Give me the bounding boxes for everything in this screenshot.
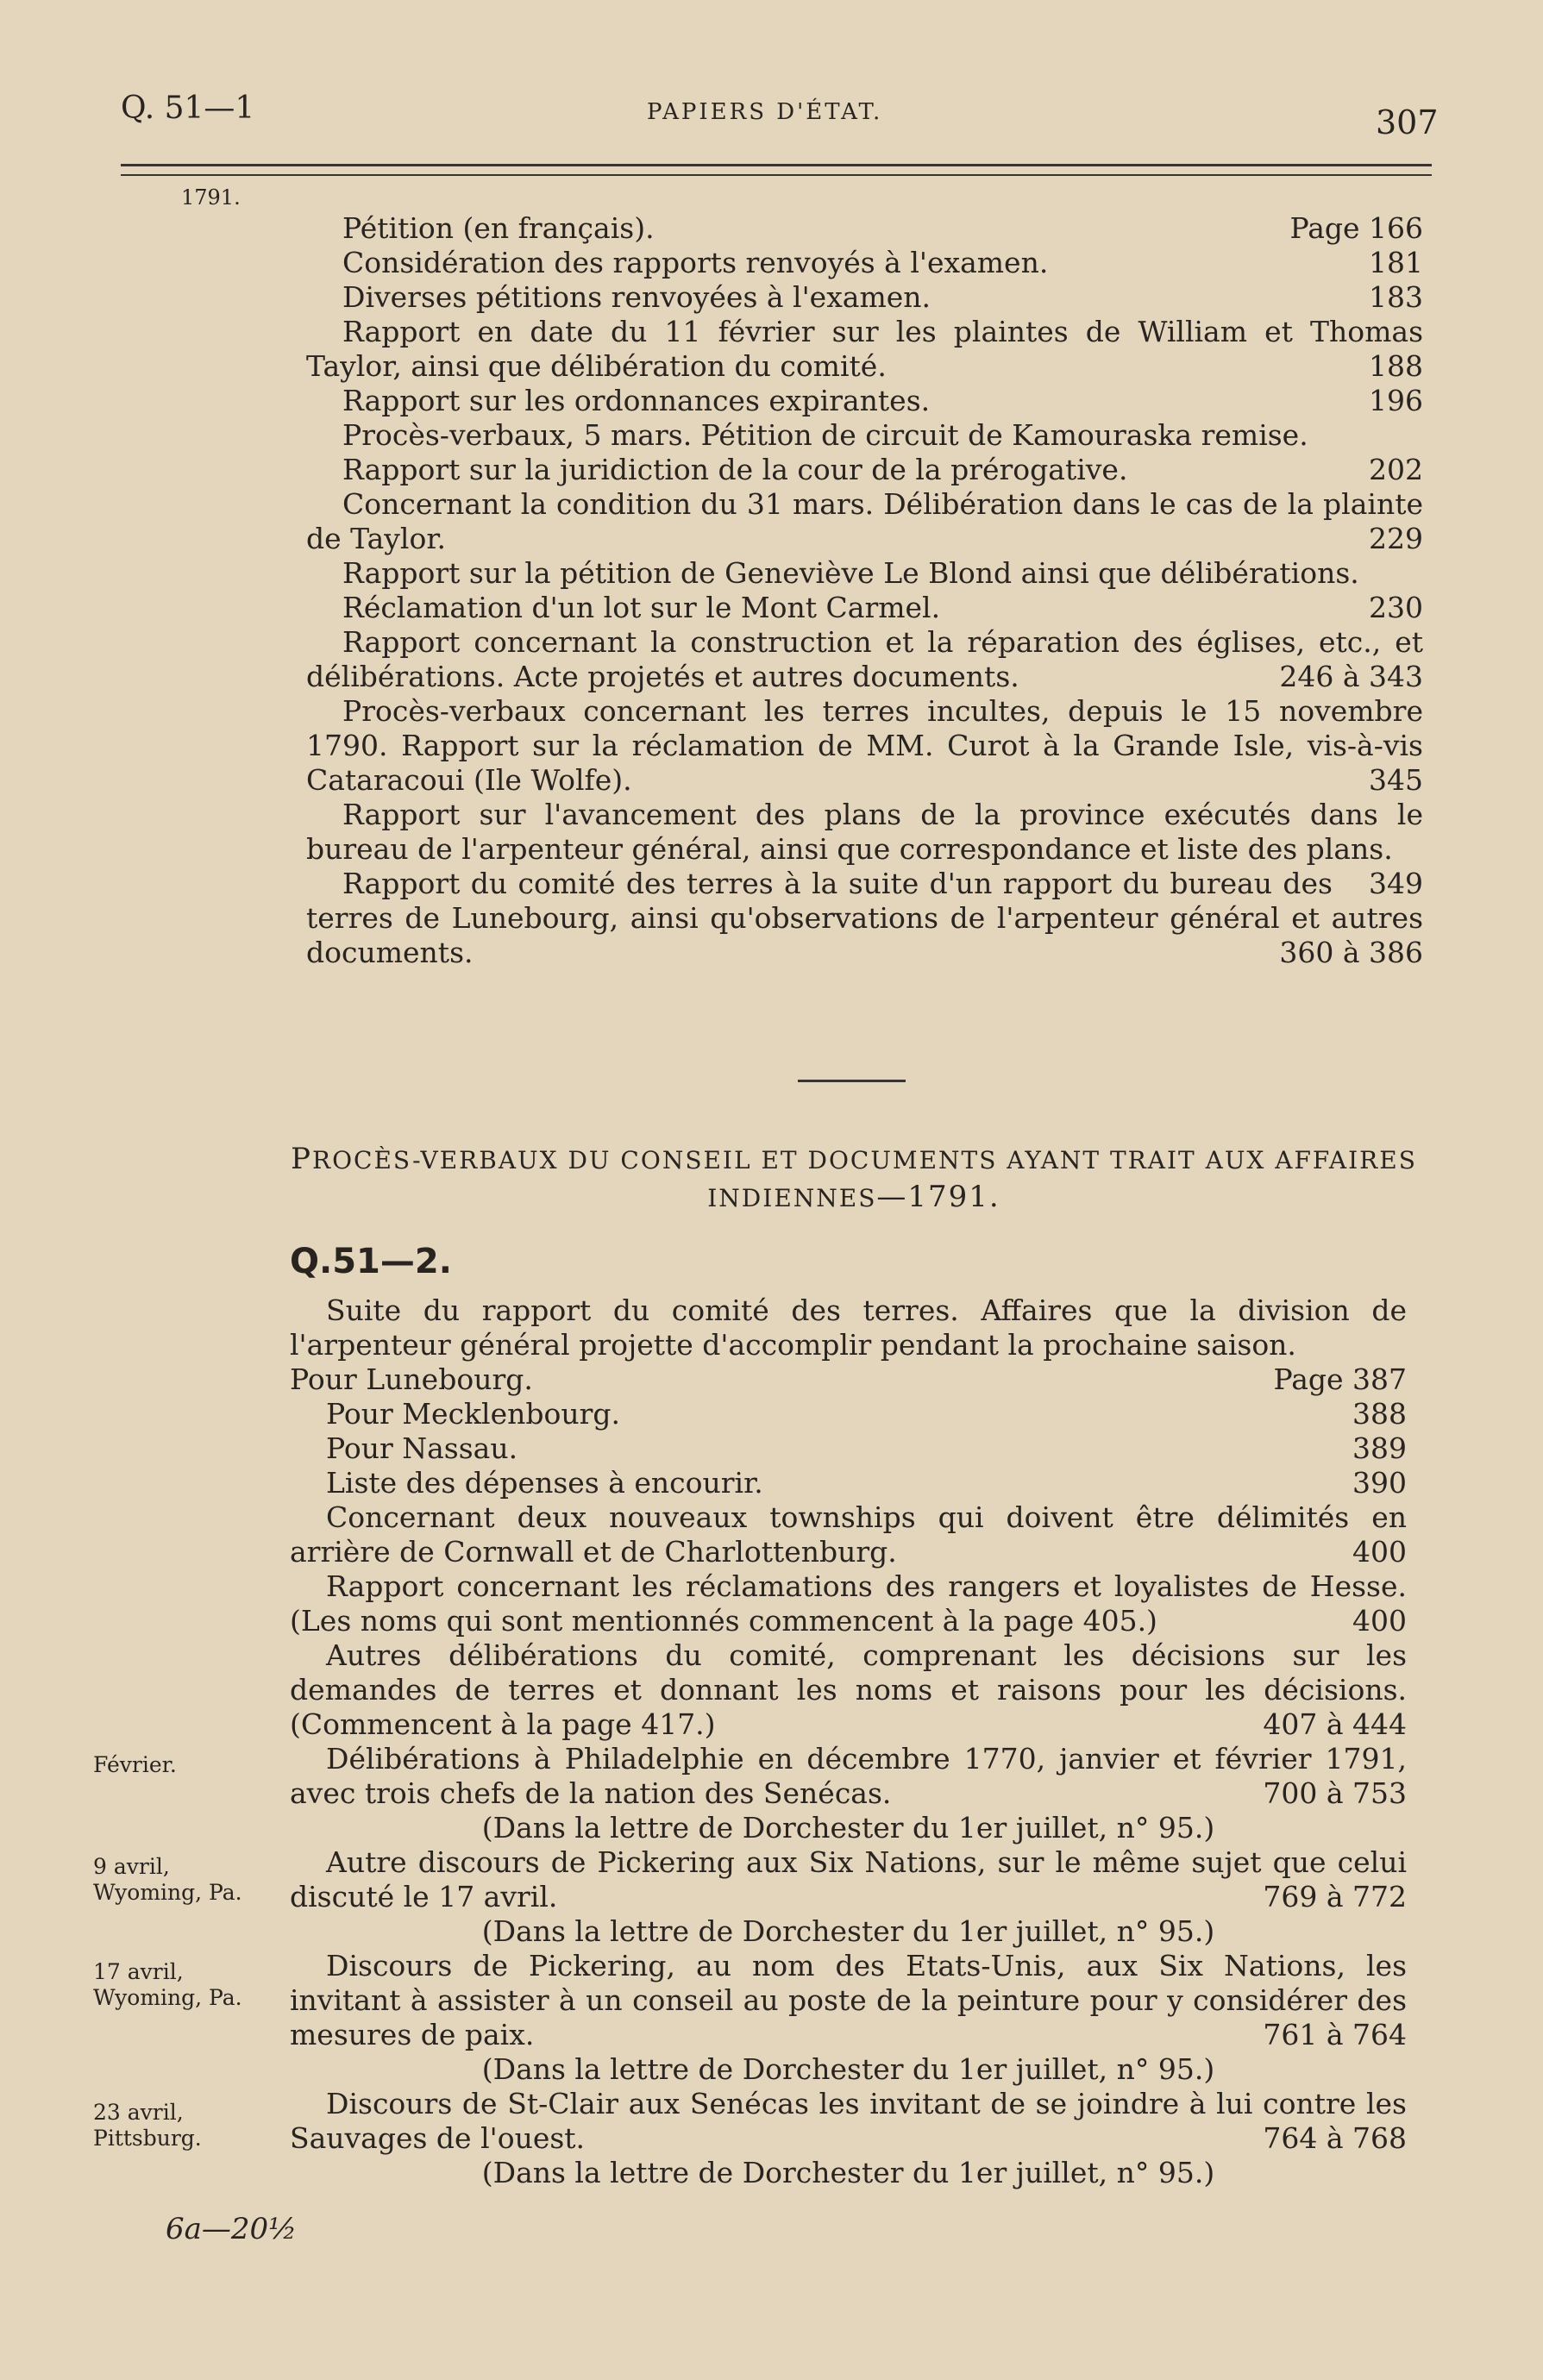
header-left: Q. 51—1 bbox=[121, 91, 255, 126]
page-number: 307 bbox=[1376, 103, 1439, 141]
entry: Concernant la condition du 31 mars. Délibération dans le cas de la plainte de Taylor. 229 bbox=[306, 487, 1423, 555]
entry: Procès-verbaux, 5 mars. Pétition de circuit de Kamouraska remise. bbox=[342, 418, 1308, 452]
margin-note-fevrier: Février. bbox=[93, 1752, 177, 1777]
entry-note: (Dans la lettre de Dorchester du 1er juillet, n° 95.) bbox=[481, 1811, 1215, 1845]
entry: Pour Lunebourg. Page 387 bbox=[290, 1362, 1407, 1396]
entry: Pour Nassau. 389 bbox=[326, 1431, 1407, 1465]
header-rule-thin bbox=[121, 174, 1432, 176]
entry: Autres délibérations du comité, comprenant les décisions sur les demandes de terres et donnant les noms et raisons pour les décisions. (Commencent à la page 417.) 407 à 444 bbox=[290, 1638, 1407, 1741]
entry: Procès-verbaux concernant les terres incultes, depuis le 15 novembre 1790. Rapport sur la réclamation de MM. Curot à la Grande Isle, vis-à-vis Cataracoui (Ile Wolfe). 345 bbox=[306, 694, 1423, 797]
entry: Rapport concernant les réclamations des rangers et loyalistes de Hesse. (Les noms qui sont mentionnés commencent à la page 405.) 400 bbox=[290, 1569, 1407, 1638]
section2-title-line1: PROCÈS-VERBAUX DU CONSEIL ET DOCUMENTS AYANT TRAIT AUX AFFAIRES bbox=[291, 1142, 1417, 1176]
entry: Concernant deux nouveaux townships qui doivent être délimités en arrière de Cornwall et de Charlottenburg. 400 bbox=[290, 1500, 1407, 1569]
section2-title bbox=[285, 1141, 1423, 1217]
entry: Discours de St-Clair aux Senécas les invitant de se joindre à lui contre les Sauvages de l'ouest. 764 à 768 bbox=[290, 2087, 1407, 2155]
margin-note-9-avril: 9 avril, Wyoming, Pa. bbox=[93, 1854, 242, 1905]
entry: Suite du rapport du comité des terres. Affaires que la division de l'arpenteur général projette d'accomplir pendant la prochaine saison. bbox=[290, 1293, 1407, 1362]
footer-signature: 6a—20½ bbox=[166, 2212, 298, 2246]
entry: Réclamation d'un lot sur le Mont Carmel. 230 bbox=[342, 591, 1423, 624]
entry-note: (Dans la lettre de Dorchester du 1er juillet, n° 95.) bbox=[481, 1914, 1215, 1948]
section1-entries bbox=[306, 211, 1423, 970]
entry: Autre discours de Pickering aux Six Nations, sur le même sujet que celui discuté le 17 avril. 769 à 772 bbox=[290, 1845, 1407, 1913]
entry-note: (Dans la lettre de Dorchester du 1er juillet, n° 95.) bbox=[481, 2156, 1215, 2189]
entry: Rapport sur l'avancement des plans de la province exécutés dans le bureau de l'arpenteur général, ainsi que correspondance et liste des plans. 349 bbox=[306, 798, 1423, 900]
entry: Rapport sur la juridiction de la cour de la prérogative. 202 bbox=[342, 453, 1423, 486]
margin-note-23-avril: 23 avril, Pittsburg. bbox=[93, 2100, 202, 2151]
entry: Discours de Pickering, au nom des Etats-Unis, aux Six Nations, les invitant à assister à un conseil au poste de la peinture pour y considérer des mesures de paix. 761 à 764 bbox=[290, 1949, 1407, 2051]
entry: Pour Mecklenbourg. 388 bbox=[326, 1397, 1407, 1431]
entry: Rapport en date du 11 février sur les plaintes de William et Thomas Taylor, ainsi que délibération du comité. 188 bbox=[306, 315, 1423, 383]
entry: Délibérations à Philadelphie en décembre 1770, janvier et février 1791, avec trois chefs de la nation des Senécas. 700 à 753 bbox=[290, 1742, 1407, 1810]
entry: Liste des dépenses à encourir. 390 bbox=[326, 1466, 1407, 1500]
entry: Rapport du comité des terres à la suite d'un rapport du bureau des terres de Lunebourg, ainsi qu'observations de l'arpenteur général et autres documents. 360 à 386 bbox=[306, 867, 1423, 969]
header-rule bbox=[121, 164, 1432, 166]
entry-note: (Dans la lettre de Dorchester du 1er juillet, n° 95.) bbox=[481, 2052, 1215, 2086]
entry: Pétition (en français). Page 166 bbox=[342, 211, 1423, 245]
entry: Rapport concernant la construction et la réparation des églises, etc., et délibérations. Acte projetés et autres documents. 246 à 343 bbox=[306, 625, 1423, 693]
entry: Rapport sur la pétition de Geneviève Le Blond ainsi que délibérations. bbox=[342, 556, 1359, 590]
entry: Diverses pétitions renvoyées à l'examen. 183 bbox=[342, 280, 1423, 314]
section2-title-line2: INDIENNES—1791. bbox=[707, 1180, 1000, 1214]
year-note: 1791. bbox=[181, 185, 241, 210]
section-divider bbox=[798, 1080, 906, 1082]
entry: Rapport sur les ordonnances expirantes. 196 bbox=[342, 384, 1423, 417]
entry: Considération des rapports renvoyés à l'examen. 181 bbox=[342, 246, 1423, 279]
section2-subhead: Q.51—2. bbox=[290, 1242, 452, 1281]
margin-note-17-avril: 17 avril, Wyoming, Pa. bbox=[93, 1959, 242, 2010]
section2-entries bbox=[290, 1293, 1407, 2190]
header-title: PAPIERS D'ÉTAT. bbox=[647, 99, 883, 125]
